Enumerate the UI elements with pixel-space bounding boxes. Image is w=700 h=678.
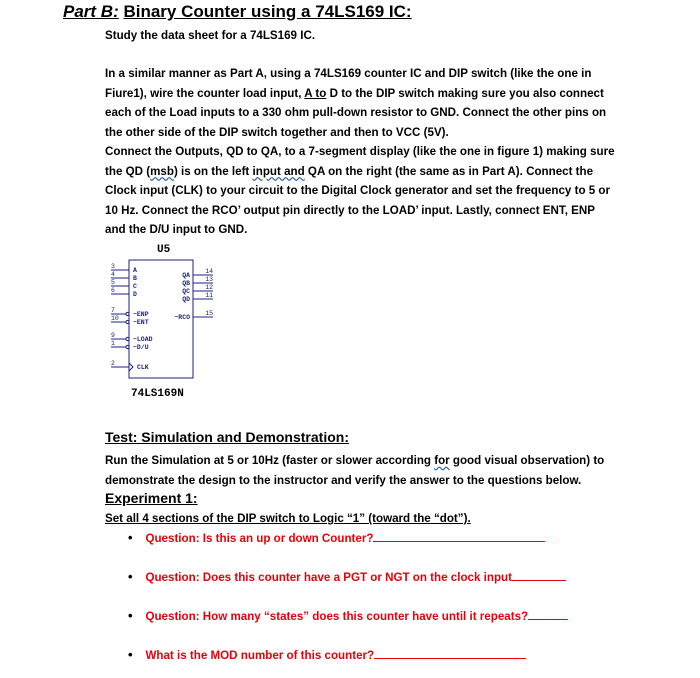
test-text-part: demonstrate the design to the instructor and verify the answer to the questions below. xyxy=(105,473,582,487)
instruction-line: and the D/U input to GND. xyxy=(105,223,248,236)
instruction-text: ) is on the left xyxy=(173,164,253,178)
experiment-instruction: Set all 4 sections of the DIP switch to Logic “1” (toward the “dot”). xyxy=(105,512,471,525)
pin-label: A xyxy=(133,267,137,274)
question-item xyxy=(128,569,566,584)
instruction-text: D to the DIP switch making sure you also connect xyxy=(326,86,604,100)
instruction-line: 10 Hz. Connect the RCO’ output pin directly to the LOAD’ input. Lastly, connect ENT, ENP xyxy=(105,203,595,217)
instruction-text: the QD ( xyxy=(105,164,151,178)
pin-number: 14 xyxy=(205,268,213,275)
instruction-line: Clock input (CLK) to your circuit to the Digital Clock generator and set the frequency to 5 or xyxy=(105,184,611,197)
pin-label: QD xyxy=(182,296,190,303)
experiment-heading: Experiment 1: xyxy=(105,490,198,506)
bullet: • xyxy=(128,647,133,662)
part-label: Part B: xyxy=(63,2,119,21)
pin-label: QB xyxy=(182,280,190,287)
pin-label: ~RCO xyxy=(174,314,190,321)
ic-schematic xyxy=(105,238,235,403)
instruction-text: Fiure1), wire the counter load input, xyxy=(105,86,305,100)
test-heading: Test: Simulation and Demonstration: xyxy=(105,429,349,445)
instruction-underlined: A to xyxy=(304,86,327,100)
pin-number: 4 xyxy=(111,271,115,278)
bubble xyxy=(126,312,129,315)
answer-blank[interactable] xyxy=(512,570,566,581)
page-title xyxy=(63,2,412,22)
pin-label: B xyxy=(133,275,137,282)
question-item xyxy=(128,530,545,545)
pin-number: 1 xyxy=(111,340,115,347)
pin-number: 3 xyxy=(111,263,115,270)
answer-blank[interactable] xyxy=(528,609,568,620)
right-pin-labels xyxy=(174,272,190,321)
test-text-part: good visual observation) to xyxy=(449,454,605,467)
instruction-line xyxy=(105,162,665,182)
bullet: • xyxy=(128,530,133,545)
pin-label: ~LOAD xyxy=(133,336,153,343)
pin-label: CLK xyxy=(137,364,149,371)
instruction-text: QA on the right (the same as in Part A). Connect the xyxy=(304,164,594,178)
pin-label: QA xyxy=(182,272,190,279)
pin-number: 13 xyxy=(205,276,213,283)
instruction-line: each of the Load inputs to a 330 ohm pull-down resistor to GND. Connect the other pins on xyxy=(105,106,607,119)
pin-number: 15 xyxy=(205,310,213,317)
question-text: What is the MOD number of this counter? xyxy=(145,649,375,662)
question-text: Question: How many “states” does this counter have until it repeats? xyxy=(145,610,529,623)
left-pin-labels xyxy=(133,267,153,371)
pin-number: 6 xyxy=(111,287,115,294)
instruction-line: In a similar manner as Part A, using a 74LS169 counter IC and DIP switch (like the one in xyxy=(105,67,592,80)
pin-label: D xyxy=(133,291,137,298)
bubble xyxy=(126,337,129,340)
pin-number: 10 xyxy=(111,315,119,322)
instructions-paragraph xyxy=(105,64,665,240)
input-and-text: input and xyxy=(252,164,305,178)
subtitle: Study the data sheet for a 74LS169 IC. xyxy=(105,29,316,42)
question-text: Question: Is this an up or down Counter? xyxy=(145,532,374,545)
pin-number: 5 xyxy=(111,279,115,286)
bubble xyxy=(126,345,129,348)
ic-part-name: 74LS169N xyxy=(131,388,184,400)
right-pin-numbers xyxy=(205,268,213,317)
pin-number: 11 xyxy=(205,292,213,299)
clock-triangle xyxy=(129,363,133,371)
pin-number: 9 xyxy=(111,332,115,339)
ic-ref: U5 xyxy=(157,244,171,256)
pin-label: C xyxy=(133,283,137,290)
for-text: for xyxy=(434,454,450,467)
test-text xyxy=(105,451,604,490)
instruction-line xyxy=(105,84,665,104)
pin-label: ~ENT xyxy=(133,319,149,326)
pin-label: QC xyxy=(182,288,190,295)
question-text: Question: Does this counter have a PGT or NGT on the clock input xyxy=(145,571,512,584)
bullet: • xyxy=(128,608,133,623)
bullet: • xyxy=(128,569,133,584)
title-text: Binary Counter using a 74LS169 IC: xyxy=(123,2,412,21)
bubble xyxy=(126,320,129,323)
instruction-line: the other side of the DIP switch together and then to VCC (5V). xyxy=(105,125,449,139)
pin-label: ~ENP xyxy=(133,311,149,318)
pin-number: 7 xyxy=(111,307,115,314)
pin-label: ~D/U xyxy=(133,344,149,351)
question-item xyxy=(128,647,526,662)
instruction-line: Connect the Outputs, QD to QA, to a 7-segment display (like the one in figure 1) making sure xyxy=(105,145,615,158)
pin-number: 12 xyxy=(205,284,213,291)
msb-text: msb xyxy=(150,164,174,178)
pin-number: 2 xyxy=(111,360,115,367)
answer-blank[interactable] xyxy=(374,648,526,659)
ic-schematic-svg xyxy=(105,238,235,403)
left-pin-numbers xyxy=(111,263,119,367)
question-item xyxy=(128,608,568,623)
test-text-part: Run the Simulation at 5 or 10Hz (faster or slower according xyxy=(105,454,435,467)
answer-blank[interactable] xyxy=(373,531,545,542)
